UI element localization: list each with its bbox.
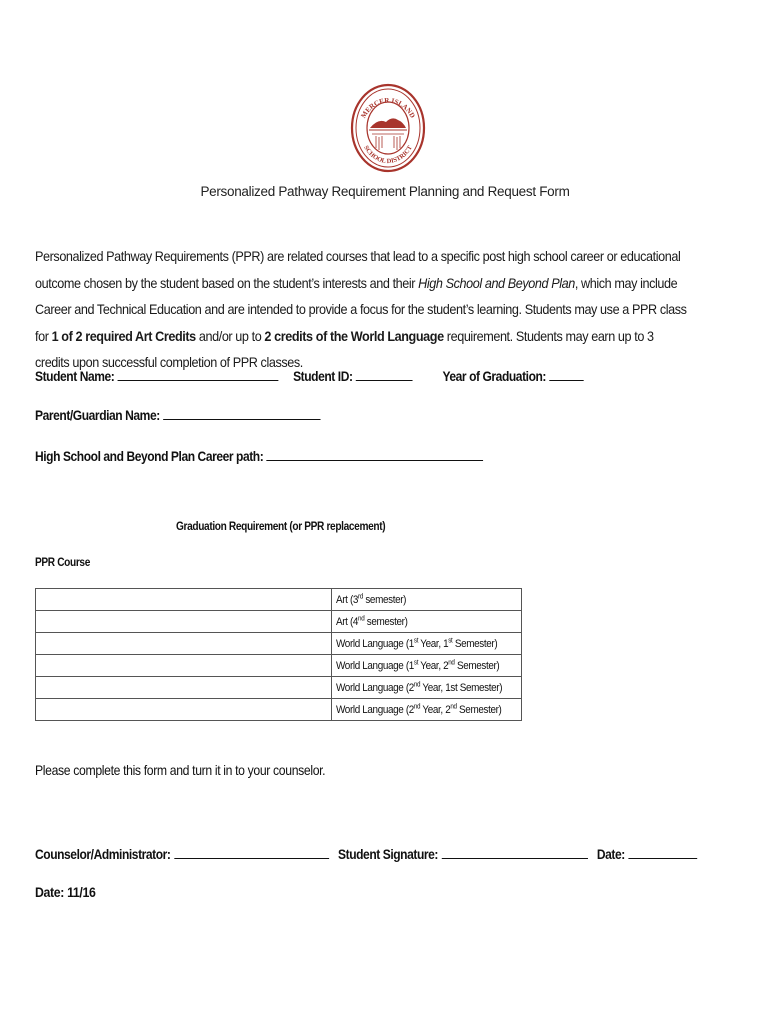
signature-date-field[interactable] xyxy=(628,845,697,859)
student-id-field[interactable] xyxy=(356,367,413,381)
table-row xyxy=(36,633,522,655)
school-district-seal-logo xyxy=(348,80,428,176)
ppr-course-column-header: PPR Course xyxy=(35,557,90,569)
student-name-label: Student Name: xyxy=(35,368,115,384)
ppr-course-cell[interactable] xyxy=(36,633,332,655)
graduation-year-label: Year of Graduation: xyxy=(442,368,547,384)
student-signature-label: Student Signature: xyxy=(338,846,438,862)
career-path-row xyxy=(35,447,483,464)
student-id-label: Student ID: xyxy=(293,368,353,384)
requirement-cell: Art (4nd semester) xyxy=(332,611,522,633)
parent-guardian-field[interactable] xyxy=(163,406,320,420)
seal-island-icon xyxy=(370,118,406,128)
intro-paragraph: Personalized Pathway Requirements (PPR) are related courses that lead to a specific post high school career or educational outcome chosen by the student based on the student’s interests and their High School and Beyond Plan, which may include Career and Technical Education and are intended to provide a focus for the student’s learning. Students may use a PPR class for 1 of 2 required Art Credits and/or up to 2 credits of the World Language requirement. Students may earn up to 3 credits upon successful completion of PPR classes. xyxy=(35,249,687,370)
student-signature-field[interactable] xyxy=(441,845,587,859)
requirement-cell: Art (3rd semester) xyxy=(332,589,522,611)
ppr-course-cell[interactable] xyxy=(36,677,332,699)
student-info-row xyxy=(35,367,584,384)
ppr-course-cell[interactable] xyxy=(36,611,332,633)
counselor-signature-field[interactable] xyxy=(174,845,329,859)
counselor-label: Counselor/Administrator: xyxy=(35,846,171,862)
signature-row xyxy=(35,845,697,862)
parent-guardian-label: Parent/Guardian Name: xyxy=(35,407,160,423)
form-title: Personalized Pathway Requirement Planning and Request Form xyxy=(200,184,570,199)
instruction-text: Please complete this form and turn it in to your counselor. xyxy=(35,763,326,778)
requirement-column-header: Graduation Requirement (or PPR replacement) xyxy=(176,521,386,533)
ppr-course-cell[interactable] xyxy=(36,699,332,721)
student-name-field[interactable] xyxy=(118,367,279,381)
form-revision-date: Date: 11/16 xyxy=(35,884,96,900)
signature-date-label: Date: xyxy=(596,846,625,862)
career-path-field[interactable] xyxy=(267,447,484,461)
table-row xyxy=(36,611,522,633)
seal-top-text: MERCER ISLAND xyxy=(359,96,417,120)
career-path-label: High School and Beyond Plan Career path: xyxy=(35,448,264,464)
table-row xyxy=(36,677,522,699)
requirement-cell: World Language (2nd Year, 1st Semester) xyxy=(332,677,522,699)
table-row xyxy=(36,589,522,611)
table-row xyxy=(36,655,522,677)
ppr-course-table xyxy=(35,588,522,721)
ppr-course-cell[interactable] xyxy=(36,589,332,611)
parent-row xyxy=(35,406,321,423)
requirement-cell: World Language (1st Year, 1st Semester) xyxy=(332,633,522,655)
requirement-cell: World Language (2nd Year, 2nd Semester) xyxy=(332,699,522,721)
requirement-cell: World Language (1st Year, 2nd Semester) xyxy=(332,655,522,677)
table-row xyxy=(36,699,522,721)
ppr-course-cell[interactable] xyxy=(36,655,332,677)
seal-bottom-text: SCHOOL DISTRICT xyxy=(362,144,414,166)
svg-text:MERCER ISLAND xyxy=(359,96,416,119)
graduation-year-field[interactable] xyxy=(549,367,583,381)
